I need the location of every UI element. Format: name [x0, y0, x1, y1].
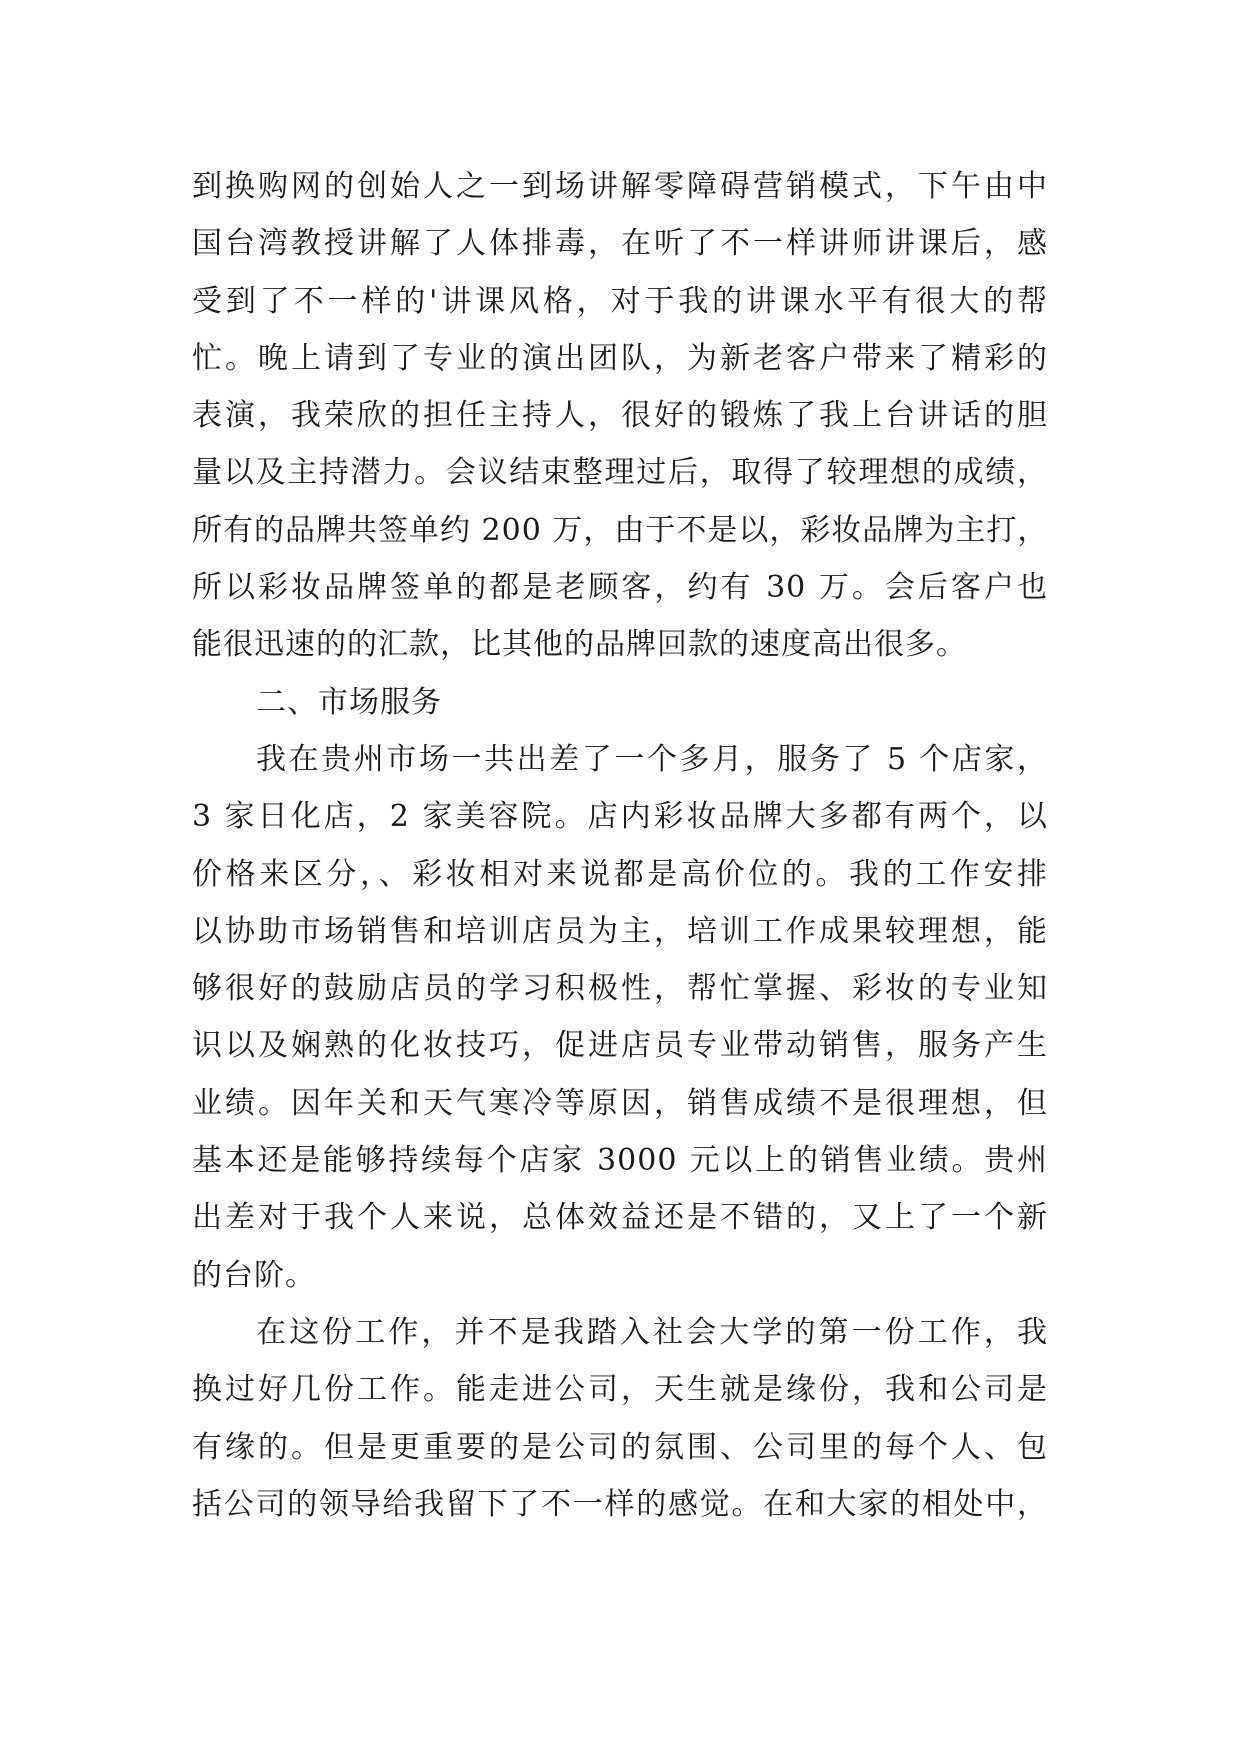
text-line: 换过好几份工作。能走进公司，天生就是缘份，我和公司是	[192, 1372, 1048, 1408]
text-line: 够很好的鼓励店员的学习积极性，帮忙掌握、彩妆的专业知	[192, 971, 1048, 1007]
text-line: 价格来区分，、彩妆相对来说都是高价位的。我的工作安排	[192, 856, 1048, 892]
section-heading-market-service	[192, 674, 1048, 731]
text-line: 的台阶。	[192, 1257, 316, 1293]
text-line: 到换购网的创始人之一到场讲解零障碍营销模式，下午由中	[192, 169, 1048, 204]
text-line: 量以及主持潜力。会议结束整理过后，取得了较理想的成绩，	[192, 455, 1048, 491]
text-line: 我在贵州市场一共出差了一个多月，服务了 5 个店家，	[256, 741, 1048, 777]
text-line: 所以彩妆品牌签单的都是老顾客，约有 30 万。会后客户也	[192, 570, 1048, 606]
text-line: 有缘的。但是更重要的是公司的氛围、公司里的每个人、包	[192, 1429, 1048, 1465]
text-line: 业绩。因年关和天气寒冷等原因，销售成绩不是很理想，但	[192, 1085, 1048, 1121]
text-line: 表演，我荣欣的担任主持人，很好的锻炼了我上台讲话的胆	[192, 398, 1048, 434]
text-line: 括公司的领导给我留下了不一样的感觉。在和大家的相处中，	[192, 1486, 1048, 1522]
section-heading: 二、市场服务	[256, 684, 442, 720]
paragraph-guizhou-market	[192, 731, 1048, 1304]
text-line: 识以及娴熟的化妆技巧，促进店员专业带动销售，服务产生	[192, 1028, 1048, 1064]
paragraph-conference	[192, 158, 1048, 674]
text-line: 3 家日化店，2 家美容院。店内彩妆品牌大多都有两个，以	[192, 799, 1048, 835]
text-line: 基本还是能够持续每个店家 3000 元以上的销售业绩。贵州	[192, 1143, 1048, 1179]
text-line: 出差对于我个人来说，总体效益还是不错的，又上了一个新	[192, 1200, 1048, 1236]
text-line: 忙。晚上请到了专业的演出团队，为新老客户带来了精彩的	[192, 340, 1048, 376]
paragraph-company-reflection	[192, 1304, 1048, 1533]
text-line: 在这份工作，并不是我踏入社会大学的第一份工作，我	[256, 1314, 1048, 1350]
text-line: 以协助市场销售和培训店员为主，培训工作成果较理想，能	[192, 913, 1048, 949]
text-line: 所有的品牌共签单约 200 万，由于不是以，彩妆品牌为主打，	[192, 512, 1049, 548]
text-line: 国台湾教授讲解了人体排毒，在听了不一样讲师讲课后，感	[192, 226, 1048, 262]
text-line: 受到了不一样的'讲课风格，对于我的讲课水平有很大的帮	[192, 283, 1048, 319]
text-line: 能很迅速的的汇款，比其他的品牌回款的速度高出很多。	[192, 627, 967, 663]
document-page	[192, 158, 1048, 1533]
